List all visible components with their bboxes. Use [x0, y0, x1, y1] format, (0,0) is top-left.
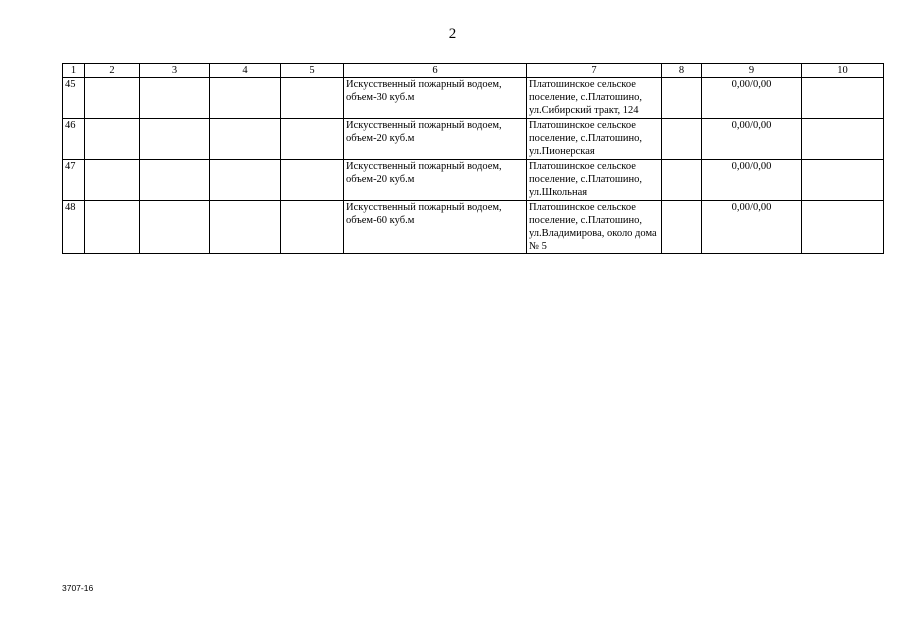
cell-col3	[140, 78, 210, 119]
cell-col10	[802, 160, 884, 201]
column-header-8: 8	[662, 64, 702, 78]
document-footer-code: 3707-16	[62, 583, 94, 593]
column-header-6: 6	[344, 64, 527, 78]
value-cell: 0,00/0,00	[702, 119, 802, 160]
cell-col5	[281, 160, 344, 201]
column-header-5: 5	[281, 64, 344, 78]
column-header-2: 2	[85, 64, 140, 78]
column-header-10: 10	[802, 64, 884, 78]
cell-col4	[210, 119, 281, 160]
column-header-1: 1	[63, 64, 85, 78]
cell-col2	[85, 78, 140, 119]
column-header-7: 7	[527, 64, 662, 78]
value-cell: 0,00/0,00	[702, 201, 802, 254]
value-cell: 0,00/0,00	[702, 78, 802, 119]
address-cell: Платошинское сельское поселение, с.Платошино, ул.Сибирский тракт, 124	[527, 78, 662, 119]
object-name-cell: Искусственный пожарный водоем, объем-20 куб.м	[344, 160, 527, 201]
column-header-3: 3	[140, 64, 210, 78]
table-row	[63, 119, 884, 160]
cell-col2	[85, 201, 140, 254]
cell-col4	[210, 160, 281, 201]
cell-col8	[662, 78, 702, 119]
address-cell: Платошинское сельское поселение, с.Платошино, ул.Школьная	[527, 160, 662, 201]
cell-col10	[802, 201, 884, 254]
table-row	[63, 201, 884, 254]
cell-col4	[210, 78, 281, 119]
cell-col5	[281, 201, 344, 254]
cell-col2	[85, 119, 140, 160]
cell-col3	[140, 201, 210, 254]
column-header-9: 9	[702, 64, 802, 78]
row-number: 47	[63, 160, 85, 201]
cell-col10	[802, 119, 884, 160]
cell-col10	[802, 78, 884, 119]
column-header-4: 4	[210, 64, 281, 78]
cell-col5	[281, 119, 344, 160]
cell-col3	[140, 119, 210, 160]
cell-col8	[662, 119, 702, 160]
row-number: 45	[63, 78, 85, 119]
address-cell: Платошинское сельское поселение, с.Платошино, ул.Пионерская	[527, 119, 662, 160]
cell-col3	[140, 160, 210, 201]
registry-table	[62, 63, 884, 254]
table-row	[63, 78, 884, 119]
address-cell: Платошинское сельское поселение, с.Платошино, ул.Владимирова, около дома № 5	[527, 201, 662, 254]
object-name-cell: Искусственный пожарный водоем, объем-30 куб.м	[344, 78, 527, 119]
object-name-cell: Искусственный пожарный водоем, объем-60 куб.м	[344, 201, 527, 254]
table-row	[63, 160, 884, 201]
value-cell: 0,00/0,00	[702, 160, 802, 201]
row-number: 46	[63, 119, 85, 160]
cell-col2	[85, 160, 140, 201]
object-name-cell: Искусственный пожарный водоем, объем-20 куб.м	[344, 119, 527, 160]
row-number: 48	[63, 201, 85, 254]
cell-col4	[210, 201, 281, 254]
page-number: 2	[448, 26, 457, 42]
cell-col8	[662, 201, 702, 254]
header-row	[63, 64, 884, 78]
cell-col8	[662, 160, 702, 201]
cell-col5	[281, 78, 344, 119]
